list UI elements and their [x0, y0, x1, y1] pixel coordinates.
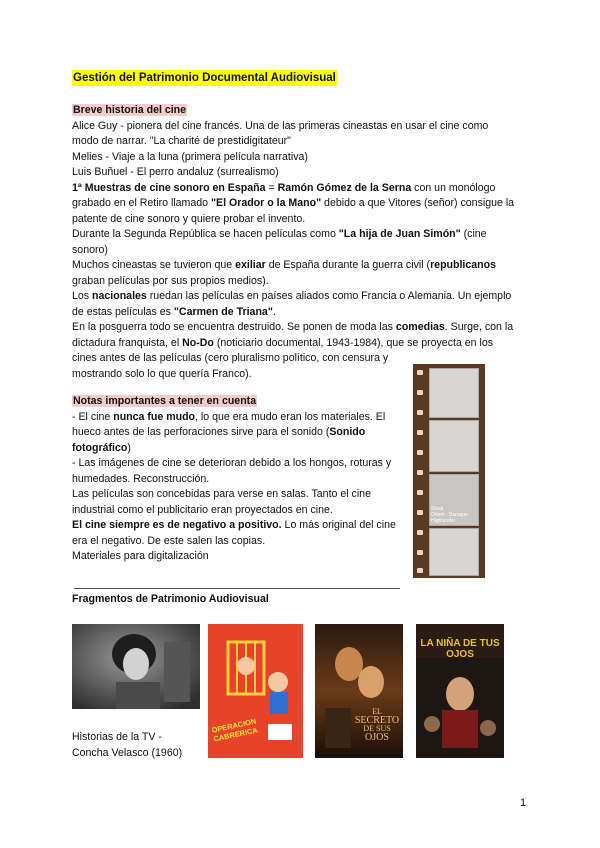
text-line: Las películas son concebidas para verse en salas. Tanto el cine [72, 488, 371, 500]
text-line: Muchos cineastas se tuvieron que exiliar de España durante la guerra civil (republicanos [72, 259, 496, 271]
section-heading-history: Breve historia del cine [73, 104, 187, 116]
text-line: de estas películas es "Carmen de Triana". [72, 305, 276, 318]
poster-title: EL SECRETO DE SUS OJOS [354, 707, 400, 743]
text-line: - El cine nunca fue mudo, lo que era mudo eran los materiales. El [72, 410, 386, 423]
text-line: grabado en el Retiro llamado "El Orador o la Mano" debido a que Vitores (señor) consigue la [72, 197, 515, 209]
concha-velasco-photo [72, 624, 200, 709]
text-line: Luis Buñuel - El perro andaluz (surrealismo) [72, 166, 279, 178]
text-line: sonoro) [72, 243, 108, 256]
text-line: Alice Guy - pionera del cine francés. Una de las primeras cineastas en usar el cine como [72, 119, 489, 132]
poster-title: LA NIÑA DE TUS OJOS [420, 638, 500, 660]
la-nina-de-tus-ojos-poster [416, 624, 504, 758]
text-line: Los nacionales ruedan las películas en países aliados como Francia o Alemania. Un ejemplo [72, 290, 512, 302]
text-line: Durante la Segunda República se hacen películas como "La hija de Juan Simón" (cine [72, 228, 487, 240]
text-line: mostrando solo lo que quería Franco). [72, 367, 252, 380]
text-line: - Las imágenes de cine se deterioran debido a los hongos, roturas y [72, 457, 392, 469]
text-line: industrial como el publicitario eran proyectados en cine. [72, 503, 333, 516]
text-line: Materiales para digitalización [72, 550, 209, 562]
text-line: graban películas por sus propios medios). [72, 274, 269, 287]
text-line: fotográfico) [72, 441, 131, 454]
text-line: patente de cine sonoro y quiere probar el invento. [72, 212, 306, 225]
fragments-heading: Fragmentos de Patrimonio Audiovisual [72, 593, 269, 605]
text-line: dictadura franquista, el No-Do (noticiario documental, 1943-1984), que se proyecta en los [72, 336, 494, 349]
text-line: Melies - Viaje a la luna (primera película narrativa) [72, 150, 308, 163]
text-line: modo de narrar. "La charité de prestidigitateur" [72, 135, 291, 147]
photo-caption: Historias de la TV - Concha Velasco (1960) [72, 731, 183, 759]
text-line: era el negativo. De este salen las copias. [72, 534, 266, 547]
page-number: 1 [520, 797, 527, 809]
film-strip-image [413, 364, 485, 578]
text-line: cines antes de las películas (cero pluralismo político, con censura y [72, 352, 389, 364]
operacion-cabrerica-poster [208, 624, 303, 758]
section-heading-notes: Notas importantes a tener en cuenta [73, 395, 257, 407]
document-title: Gestión del Patrimonio Documental Audiovisual [73, 72, 336, 84]
film-caption: Stock Orient · Baroque Highlander [431, 506, 468, 524]
poster-title: OPERACION CABRERICA [210, 716, 259, 744]
text-line: humedades. Reconstrucción. [72, 472, 210, 485]
text-line: 1ª Muestras de cine sonoro en España = Ramón Gómez de la Serna con un monólogo [72, 181, 496, 194]
text-line: hueco antes de las perforaciones sirve para el sonido (Sonido [72, 426, 366, 438]
horizontal-rule [74, 588, 400, 589]
el-secreto-de-sus-ojos-poster [315, 624, 403, 758]
text-line: En la posguerra todo se encuentra destruido. Se ponen de moda las comedias. Surge, con la [72, 321, 514, 333]
text-line: El cine siempre es de negativo a positivo. Lo más original del cine [72, 519, 396, 531]
